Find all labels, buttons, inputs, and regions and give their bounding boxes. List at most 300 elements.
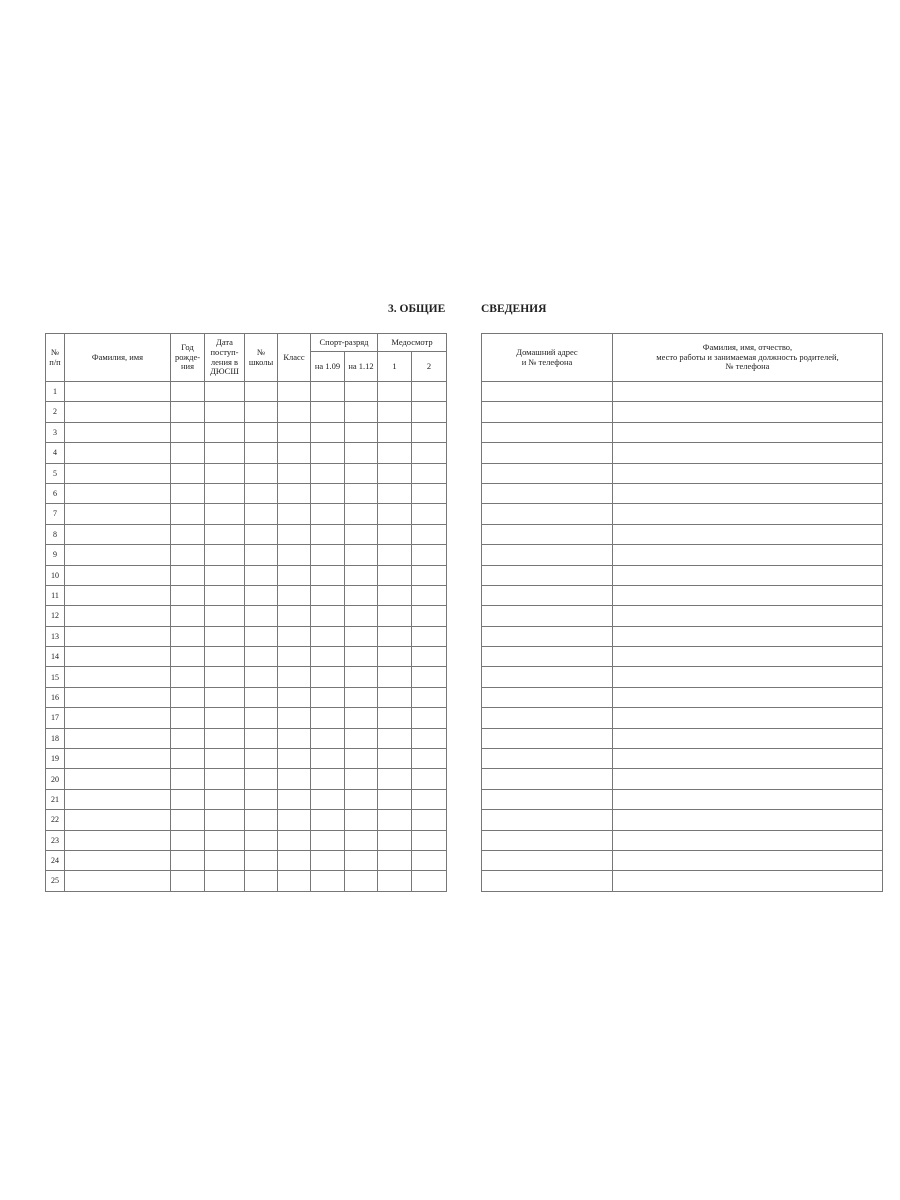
blank-cell[interactable] <box>412 830 447 850</box>
blank-cell[interactable] <box>311 769 345 789</box>
blank-cell[interactable] <box>345 871 378 891</box>
blank-cell[interactable] <box>482 463 613 483</box>
table-row <box>46 647 447 667</box>
blank-cell[interactable] <box>205 504 245 524</box>
blank-cell[interactable] <box>65 504 171 524</box>
blank-cell[interactable] <box>412 667 447 687</box>
blank-cell[interactable] <box>245 749 278 769</box>
blank-cell[interactable] <box>171 647 205 667</box>
blank-cell[interactable] <box>311 830 345 850</box>
blank-cell[interactable] <box>171 789 205 809</box>
blank-cell[interactable] <box>311 483 345 503</box>
blank-cell[interactable] <box>245 871 278 891</box>
blank-cell[interactable] <box>171 565 205 585</box>
blank-cell[interactable] <box>278 728 311 748</box>
blank-cell[interactable] <box>345 647 378 667</box>
blank-cell[interactable] <box>245 382 278 402</box>
blank-cell[interactable] <box>482 443 613 463</box>
blank-cell[interactable] <box>482 504 613 524</box>
blank-cell[interactable] <box>613 422 883 442</box>
row-number: 9 <box>46 545 65 565</box>
blank-cell[interactable] <box>378 749 412 769</box>
blank-cell[interactable] <box>205 585 245 605</box>
blank-cell[interactable] <box>378 585 412 605</box>
blank-cell[interactable] <box>171 382 205 402</box>
blank-cell[interactable] <box>613 545 883 565</box>
blank-cell[interactable] <box>378 402 412 422</box>
blank-cell[interactable] <box>345 402 378 422</box>
blank-cell[interactable] <box>278 850 311 870</box>
blank-cell[interactable] <box>65 524 171 544</box>
blank-cell[interactable] <box>412 769 447 789</box>
blank-cell[interactable] <box>278 789 311 809</box>
table-row <box>482 667 883 687</box>
blank-cell[interactable] <box>65 585 171 605</box>
blank-cell[interactable] <box>345 422 378 442</box>
blank-cell[interactable] <box>412 810 447 830</box>
blank-cell[interactable] <box>311 667 345 687</box>
blank-cell[interactable] <box>171 524 205 544</box>
blank-cell[interactable] <box>171 585 205 605</box>
blank-cell[interactable] <box>171 850 205 870</box>
blank-cell[interactable] <box>482 545 613 565</box>
blank-cell[interactable] <box>65 382 171 402</box>
blank-cell[interactable] <box>345 789 378 809</box>
blank-cell[interactable] <box>205 687 245 707</box>
table-row <box>46 769 447 789</box>
table-row <box>482 830 883 850</box>
blank-cell[interactable] <box>245 667 278 687</box>
blank-cell[interactable] <box>412 483 447 503</box>
table-row <box>482 382 883 402</box>
blank-cell[interactable] <box>245 443 278 463</box>
table-row <box>482 463 883 483</box>
blank-cell[interactable] <box>65 749 171 769</box>
blank-cell[interactable] <box>65 545 171 565</box>
blank-cell[interactable] <box>412 422 447 442</box>
blank-cell[interactable] <box>412 402 447 422</box>
blank-cell[interactable] <box>65 850 171 870</box>
blank-cell[interactable] <box>613 850 883 870</box>
blank-cell[interactable] <box>278 769 311 789</box>
blank-cell[interactable] <box>311 545 345 565</box>
blank-cell[interactable] <box>378 443 412 463</box>
blank-cell[interactable] <box>245 422 278 442</box>
blank-cell[interactable] <box>378 687 412 707</box>
blank-cell[interactable] <box>205 850 245 870</box>
blank-cell[interactable] <box>171 749 205 769</box>
blank-cell[interactable] <box>278 647 311 667</box>
blank-cell[interactable] <box>171 687 205 707</box>
blank-cell[interactable] <box>205 810 245 830</box>
blank-cell[interactable] <box>65 422 171 442</box>
blank-cell[interactable] <box>482 565 613 585</box>
blank-cell[interactable] <box>345 769 378 789</box>
blank-cell[interactable] <box>345 443 378 463</box>
blank-cell[interactable] <box>412 504 447 524</box>
blank-cell[interactable] <box>245 545 278 565</box>
blank-cell[interactable] <box>171 626 205 646</box>
blank-cell[interactable] <box>278 504 311 524</box>
blank-cell[interactable] <box>311 871 345 891</box>
blank-cell[interactable] <box>378 830 412 850</box>
blank-cell[interactable] <box>378 667 412 687</box>
blank-cell[interactable] <box>311 565 345 585</box>
blank-cell[interactable] <box>378 728 412 748</box>
blank-cell[interactable] <box>482 687 613 707</box>
blank-cell[interactable] <box>345 749 378 769</box>
blank-cell[interactable] <box>613 810 883 830</box>
blank-cell[interactable] <box>345 667 378 687</box>
blank-cell[interactable] <box>378 382 412 402</box>
blank-cell[interactable] <box>412 443 447 463</box>
blank-cell[interactable] <box>311 810 345 830</box>
blank-cell[interactable] <box>412 687 447 707</box>
blank-cell[interactable] <box>311 850 345 870</box>
blank-cell[interactable] <box>245 830 278 850</box>
blank-cell[interactable] <box>278 830 311 850</box>
blank-cell[interactable] <box>613 871 883 891</box>
blank-cell[interactable] <box>482 524 613 544</box>
blank-cell[interactable] <box>378 463 412 483</box>
blank-cell[interactable] <box>613 687 883 707</box>
blank-cell[interactable] <box>412 626 447 646</box>
blank-cell[interactable] <box>171 871 205 891</box>
blank-cell[interactable] <box>278 606 311 626</box>
blank-cell[interactable] <box>482 402 613 422</box>
blank-cell[interactable] <box>613 769 883 789</box>
blank-cell[interactable] <box>205 708 245 728</box>
blank-cell[interactable] <box>245 647 278 667</box>
blank-cell[interactable] <box>378 850 412 870</box>
table-row <box>482 565 883 585</box>
blank-cell[interactable] <box>245 606 278 626</box>
blank-cell[interactable] <box>171 545 205 565</box>
blank-cell[interactable] <box>613 626 883 646</box>
blank-cell[interactable] <box>245 687 278 707</box>
blank-cell[interactable] <box>482 382 613 402</box>
blank-cell[interactable] <box>613 647 883 667</box>
blank-cell[interactable] <box>345 728 378 748</box>
table-row <box>482 728 883 748</box>
table-row <box>482 789 883 809</box>
blank-cell[interactable] <box>613 708 883 728</box>
blank-cell[interactable] <box>205 463 245 483</box>
blank-cell[interactable] <box>378 789 412 809</box>
blank-cell[interactable] <box>278 565 311 585</box>
blank-cell[interactable] <box>613 830 883 850</box>
blank-cell[interactable] <box>311 647 345 667</box>
blank-cell[interactable] <box>613 524 883 544</box>
blank-cell[interactable] <box>613 402 883 422</box>
blank-cell[interactable] <box>311 402 345 422</box>
blank-cell[interactable] <box>205 565 245 585</box>
blank-cell[interactable] <box>245 810 278 830</box>
blank-cell[interactable] <box>378 422 412 442</box>
blank-cell[interactable] <box>613 565 883 585</box>
blank-cell[interactable] <box>171 483 205 503</box>
blank-cell[interactable] <box>613 463 883 483</box>
blank-cell[interactable] <box>482 789 613 809</box>
blank-cell[interactable] <box>278 382 311 402</box>
blank-cell[interactable] <box>378 545 412 565</box>
blank-cell[interactable] <box>412 647 447 667</box>
blank-cell[interactable] <box>412 728 447 748</box>
blank-cell[interactable] <box>378 708 412 728</box>
row-number: 1 <box>46 382 65 402</box>
blank-cell[interactable] <box>412 749 447 769</box>
blank-cell[interactable] <box>205 545 245 565</box>
blank-cell[interactable] <box>205 769 245 789</box>
blank-cell[interactable] <box>245 402 278 422</box>
blank-cell[interactable] <box>205 749 245 769</box>
blank-cell[interactable] <box>311 463 345 483</box>
blank-cell[interactable] <box>65 647 171 667</box>
blank-cell[interactable] <box>345 585 378 605</box>
blank-cell[interactable] <box>205 871 245 891</box>
blank-cell[interactable] <box>245 463 278 483</box>
blank-cell[interactable] <box>378 606 412 626</box>
blank-cell[interactable] <box>345 504 378 524</box>
blank-cell[interactable] <box>345 708 378 728</box>
blank-cell[interactable] <box>311 687 345 707</box>
row-number: 10 <box>46 565 65 585</box>
blank-cell[interactable] <box>171 667 205 687</box>
blank-cell[interactable] <box>245 769 278 789</box>
blank-cell[interactable] <box>171 810 205 830</box>
blank-cell[interactable] <box>412 871 447 891</box>
blank-cell[interactable] <box>65 789 171 809</box>
blank-cell[interactable] <box>412 708 447 728</box>
blank-cell[interactable] <box>613 789 883 809</box>
blank-cell[interactable] <box>412 565 447 585</box>
blank-cell[interactable] <box>205 789 245 809</box>
blank-cell[interactable] <box>412 850 447 870</box>
blank-cell[interactable] <box>613 749 883 769</box>
blank-cell[interactable] <box>205 422 245 442</box>
blank-cell[interactable] <box>205 483 245 503</box>
row-number: 13 <box>46 626 65 646</box>
blank-cell[interactable] <box>245 585 278 605</box>
row-number: 19 <box>46 749 65 769</box>
blank-cell[interactable] <box>245 524 278 544</box>
table-row <box>46 687 447 707</box>
blank-cell[interactable] <box>482 647 613 667</box>
blank-cell[interactable] <box>278 443 311 463</box>
blank-cell[interactable] <box>245 708 278 728</box>
blank-cell[interactable] <box>171 728 205 748</box>
table-row <box>46 749 447 769</box>
blank-cell[interactable] <box>65 687 171 707</box>
blank-cell[interactable] <box>205 402 245 422</box>
blank-cell[interactable] <box>278 463 311 483</box>
blank-cell[interactable] <box>345 687 378 707</box>
blank-cell[interactable] <box>378 871 412 891</box>
blank-cell[interactable] <box>613 585 883 605</box>
blank-cell[interactable] <box>345 382 378 402</box>
blank-cell[interactable] <box>65 606 171 626</box>
blank-cell[interactable] <box>345 565 378 585</box>
blank-cell[interactable] <box>205 606 245 626</box>
blank-cell[interactable] <box>311 749 345 769</box>
blank-cell[interactable] <box>171 422 205 442</box>
table-row <box>46 382 447 402</box>
blank-cell[interactable] <box>378 810 412 830</box>
blank-cell[interactable] <box>613 504 883 524</box>
blank-cell[interactable] <box>345 463 378 483</box>
blank-cell[interactable] <box>278 708 311 728</box>
blank-cell[interactable] <box>278 687 311 707</box>
blank-cell[interactable] <box>245 728 278 748</box>
blank-cell[interactable] <box>65 626 171 646</box>
blank-cell[interactable] <box>65 402 171 422</box>
row-number: 21 <box>46 789 65 809</box>
table-row <box>46 565 447 585</box>
blank-cell[interactable] <box>613 483 883 503</box>
blank-cell[interactable] <box>482 422 613 442</box>
blank-cell[interactable] <box>245 565 278 585</box>
blank-cell[interactable] <box>171 443 205 463</box>
blank-cell[interactable] <box>171 504 205 524</box>
blank-cell[interactable] <box>205 647 245 667</box>
blank-cell[interactable] <box>613 667 883 687</box>
blank-cell[interactable] <box>378 524 412 544</box>
blank-cell[interactable] <box>278 749 311 769</box>
blank-cell[interactable] <box>412 585 447 605</box>
blank-cell[interactable] <box>482 749 613 769</box>
blank-cell[interactable] <box>311 626 345 646</box>
blank-cell[interactable] <box>65 810 171 830</box>
blank-cell[interactable] <box>65 769 171 789</box>
blank-cell[interactable] <box>345 810 378 830</box>
blank-cell[interactable] <box>482 483 613 503</box>
blank-cell[interactable] <box>245 789 278 809</box>
blank-cell[interactable] <box>171 769 205 789</box>
blank-cell[interactable] <box>245 850 278 870</box>
blank-cell[interactable] <box>278 871 311 891</box>
blank-cell[interactable] <box>412 382 447 402</box>
blank-cell[interactable] <box>205 382 245 402</box>
blank-cell[interactable] <box>205 524 245 544</box>
blank-cell[interactable] <box>345 830 378 850</box>
blank-cell[interactable] <box>65 830 171 850</box>
blank-cell[interactable] <box>205 626 245 646</box>
blank-cell[interactable] <box>482 667 613 687</box>
blank-cell[interactable] <box>613 382 883 402</box>
blank-cell[interactable] <box>65 871 171 891</box>
blank-cell[interactable] <box>482 830 613 850</box>
blank-cell[interactable] <box>412 524 447 544</box>
blank-cell[interactable] <box>345 545 378 565</box>
blank-cell[interactable] <box>311 585 345 605</box>
blank-cell[interactable] <box>278 402 311 422</box>
blank-cell[interactable] <box>311 789 345 809</box>
blank-cell[interactable] <box>65 443 171 463</box>
blank-cell[interactable] <box>205 728 245 748</box>
blank-cell[interactable] <box>482 728 613 748</box>
blank-cell[interactable] <box>311 443 345 463</box>
blank-cell[interactable] <box>345 850 378 870</box>
blank-cell[interactable] <box>205 830 245 850</box>
blank-cell[interactable] <box>245 483 278 503</box>
blank-cell[interactable] <box>613 728 883 748</box>
blank-cell[interactable] <box>378 647 412 667</box>
blank-cell[interactable] <box>278 483 311 503</box>
blank-cell[interactable] <box>482 708 613 728</box>
row-number: 12 <box>46 606 65 626</box>
blank-cell[interactable] <box>345 626 378 646</box>
blank-cell[interactable] <box>311 382 345 402</box>
blank-cell[interactable] <box>311 728 345 748</box>
blank-cell[interactable] <box>278 545 311 565</box>
blank-cell[interactable] <box>311 504 345 524</box>
blank-cell[interactable] <box>311 606 345 626</box>
blank-cell[interactable] <box>378 565 412 585</box>
blank-cell[interactable] <box>482 850 613 870</box>
blank-cell[interactable] <box>412 789 447 809</box>
row-number: 5 <box>46 463 65 483</box>
blank-cell[interactable] <box>278 585 311 605</box>
blank-cell[interactable] <box>482 871 613 891</box>
blank-cell[interactable] <box>482 585 613 605</box>
blank-cell[interactable] <box>171 708 205 728</box>
blank-cell[interactable] <box>278 422 311 442</box>
blank-cell[interactable] <box>412 606 447 626</box>
blank-cell[interactable] <box>412 545 447 565</box>
header-medical-1: 1 <box>378 352 412 382</box>
blank-cell[interactable] <box>65 565 171 585</box>
blank-cell[interactable] <box>171 402 205 422</box>
blank-cell[interactable] <box>65 463 171 483</box>
blank-cell[interactable] <box>345 606 378 626</box>
blank-cell[interactable] <box>378 504 412 524</box>
title-part-1: 3. ОБЩИЕ <box>388 303 446 315</box>
blank-cell[interactable] <box>65 708 171 728</box>
blank-cell[interactable] <box>311 708 345 728</box>
blank-cell[interactable] <box>278 667 311 687</box>
blank-cell[interactable] <box>171 463 205 483</box>
blank-cell[interactable] <box>378 483 412 503</box>
blank-cell[interactable] <box>482 626 613 646</box>
blank-cell[interactable] <box>65 667 171 687</box>
blank-cell[interactable] <box>205 667 245 687</box>
blank-cell[interactable] <box>378 626 412 646</box>
blank-cell[interactable] <box>278 524 311 544</box>
blank-cell[interactable] <box>171 606 205 626</box>
blank-cell[interactable] <box>311 422 345 442</box>
blank-cell[interactable] <box>278 626 311 646</box>
blank-cell[interactable] <box>245 504 278 524</box>
blank-cell[interactable] <box>345 483 378 503</box>
blank-cell[interactable] <box>412 463 447 483</box>
blank-cell[interactable] <box>171 830 205 850</box>
blank-cell[interactable] <box>482 810 613 830</box>
blank-cell[interactable] <box>311 524 345 544</box>
blank-cell[interactable] <box>205 443 245 463</box>
blank-cell[interactable] <box>482 769 613 789</box>
blank-cell[interactable] <box>613 443 883 463</box>
blank-cell[interactable] <box>482 606 613 626</box>
blank-cell[interactable] <box>345 524 378 544</box>
row-number: 11 <box>46 585 65 605</box>
blank-cell[interactable] <box>65 728 171 748</box>
header-medical-2: 2 <box>412 352 447 382</box>
blank-cell[interactable] <box>378 769 412 789</box>
blank-cell[interactable] <box>278 810 311 830</box>
blank-cell[interactable] <box>65 483 171 503</box>
blank-cell[interactable] <box>245 626 278 646</box>
blank-cell[interactable] <box>613 606 883 626</box>
